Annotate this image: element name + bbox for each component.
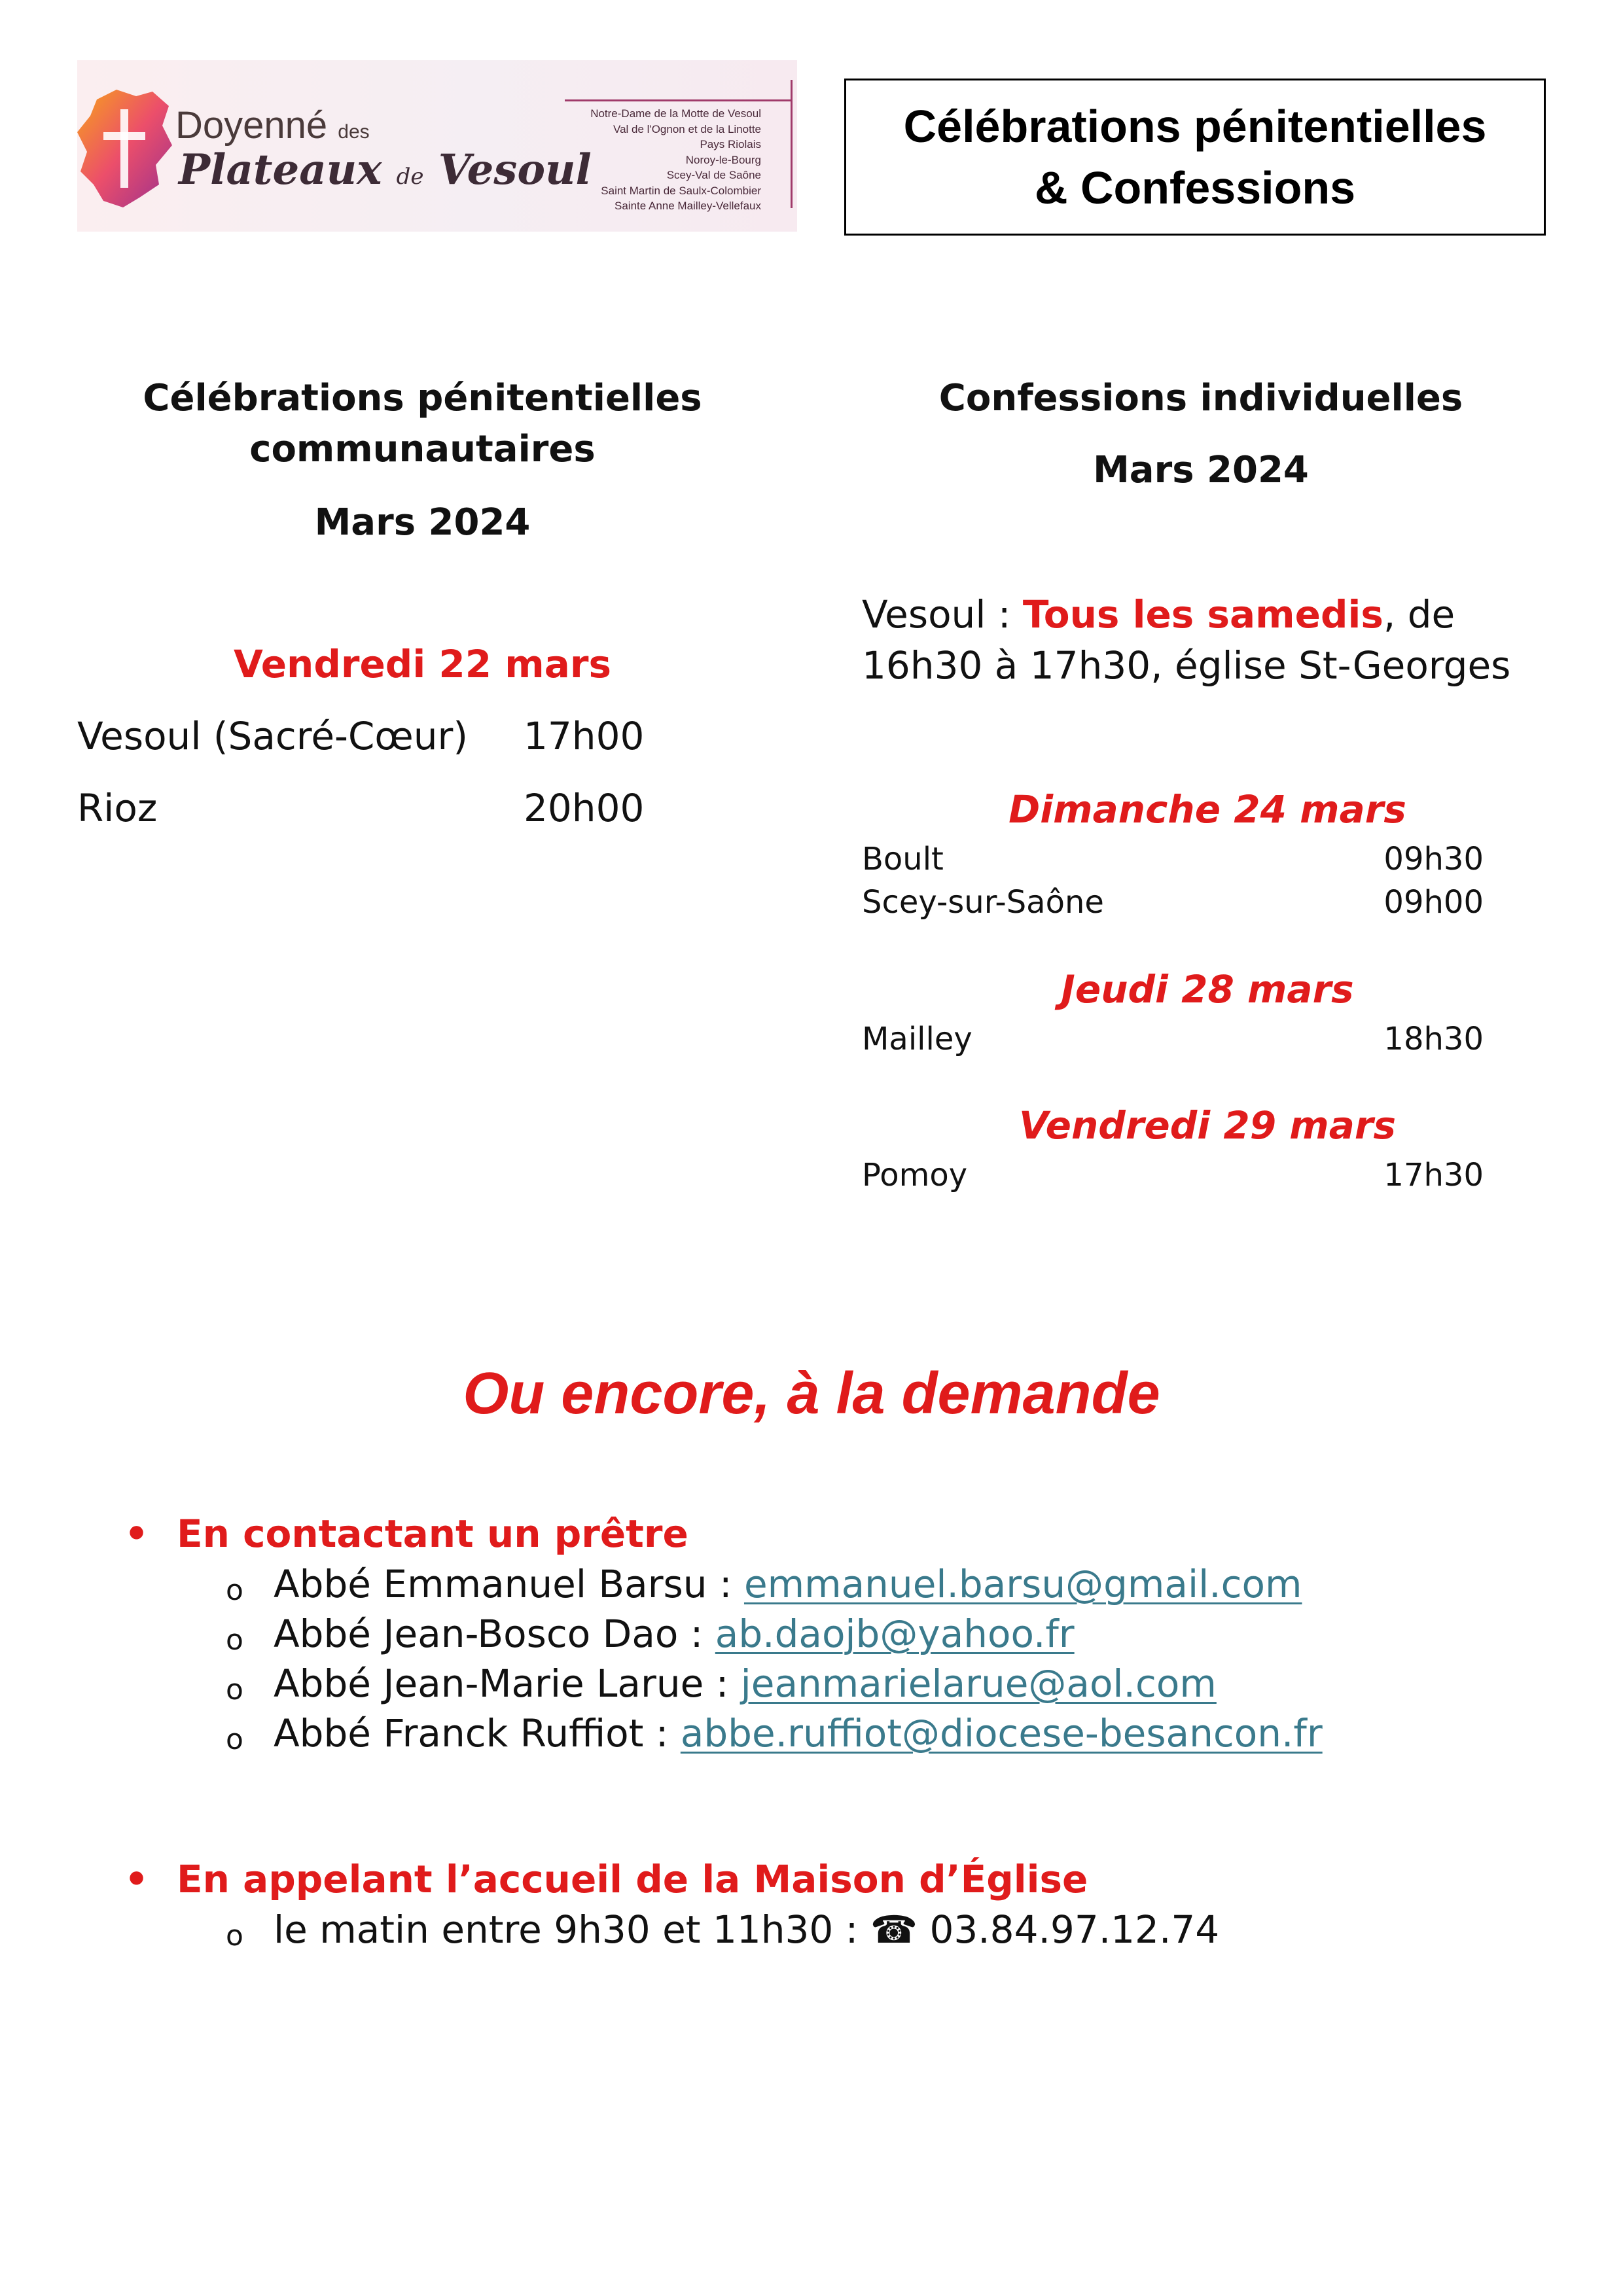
priest-email-link[interactable]: ab.daojb@yahoo.fr (715, 1612, 1075, 1656)
schedule-place: Mailley (862, 1021, 972, 1057)
schedule-time: 17h30 (1383, 1157, 1484, 1193)
parish-list (590, 106, 761, 214)
phone-icon: ☎ (870, 1907, 918, 1952)
schedule-time: 17h00 (524, 714, 645, 758)
priest-email-link[interactable]: abbe.ruffiot@diocese-besancon.fr (680, 1711, 1323, 1756)
bullet-label: En appelant l’accueil de la Maison d’Église (177, 1857, 1088, 1901)
confession-day: Jeudi 28 mars (1061, 967, 1354, 1012)
confession-day: Dimanche 24 mars (1008, 787, 1406, 832)
weekly-highlight: Tous les samedis (1022, 592, 1383, 637)
sub-bullet-icon: o (226, 1723, 243, 1756)
logo-cross-bar (565, 99, 791, 101)
schedule-place: Boult (862, 841, 944, 877)
sub-bullet-icon: o (226, 1574, 243, 1607)
schedule-place: Rioz (77, 786, 158, 830)
parish-item: Val de l'Ognon et de la Linotte (613, 122, 761, 135)
community-celebrations-heading: Célébrations pénitentielles communautaires (143, 377, 702, 470)
weekly-confessions-text: Vesoul : Tous les samedis, de 16h30 à 17h30, église St-Georges (862, 592, 1511, 688)
sub-bullet-icon: o (226, 1623, 243, 1657)
parish-item: Scey-Val de Saône (666, 169, 761, 181)
schedule-place: Vesoul (Sacré-Cœur) (77, 714, 468, 758)
on-demand-title: Ou encore, à la demande (463, 1361, 1160, 1426)
schedule-place: Scey-sur-Saône (862, 884, 1104, 921)
schedule-time: 09h30 (1383, 841, 1484, 877)
individual-confessions-heading: Confessions individuelles (938, 377, 1463, 419)
reception-hours: le matin entre 9h30 et 11h30 : (274, 1907, 870, 1952)
page-title-line1: Célébrations pénitentielles (903, 101, 1487, 152)
schedule-place: Pomoy (862, 1157, 968, 1193)
celebration-day: Vendredi 22 mars (234, 642, 611, 686)
individual-confessions-month: Mars 2024 (1093, 449, 1309, 491)
priest-name: Abbé Emmanuel Barsu : (274, 1562, 744, 1606)
priest-email-link[interactable]: jeanmarielarue@aol.com (740, 1661, 1217, 1706)
bullet-icon: • (124, 1857, 149, 1901)
parish-item: Saint Martin de Saulx-Colombier (601, 184, 761, 197)
bullet-icon: • (124, 1511, 149, 1556)
page-title-line2: & Confessions (1034, 162, 1356, 213)
logo-title-line2: Plateaux de Vesoul (179, 145, 592, 194)
reception-phone-number[interactable]: 03.84.97.12.74 (929, 1907, 1220, 1952)
schedule-time: 18h30 (1383, 1021, 1484, 1057)
page-title-box (844, 79, 1546, 236)
sub-bullet-icon: o (226, 1673, 243, 1706)
community-celebrations-month: Mars 2024 (314, 501, 531, 544)
bullet-label: En contactant un prêtre (177, 1511, 688, 1556)
parish-item: Pays Riolais (700, 138, 761, 150)
schedule-time: 20h00 (524, 786, 645, 830)
confession-day: Vendredi 29 mars (1019, 1103, 1396, 1148)
priest-email-link[interactable]: emmanuel.barsu@gmail.com (743, 1562, 1302, 1606)
schedule-time: 09h00 (1383, 884, 1484, 921)
parish-item: Notre-Dame de la Motte de Vesoul (590, 107, 761, 120)
parish-item: Sainte Anne Mailley-Vellefaux (615, 200, 761, 212)
logo-cross-post (791, 80, 793, 208)
priest-name: Abbé Jean-Bosco Dao : (274, 1612, 715, 1656)
deanery-map-cross-icon (77, 86, 175, 211)
parish-item: Noroy-le-Bourg (685, 153, 761, 166)
priest-name: Abbé Jean-Marie Larue : (274, 1661, 741, 1706)
priest-name: Abbé Franck Ruffiot : (274, 1711, 681, 1756)
logo-title-line1: Doyenné des (175, 104, 370, 147)
sub-bullet-icon: o (226, 1919, 243, 1952)
logo-banner (77, 60, 797, 232)
